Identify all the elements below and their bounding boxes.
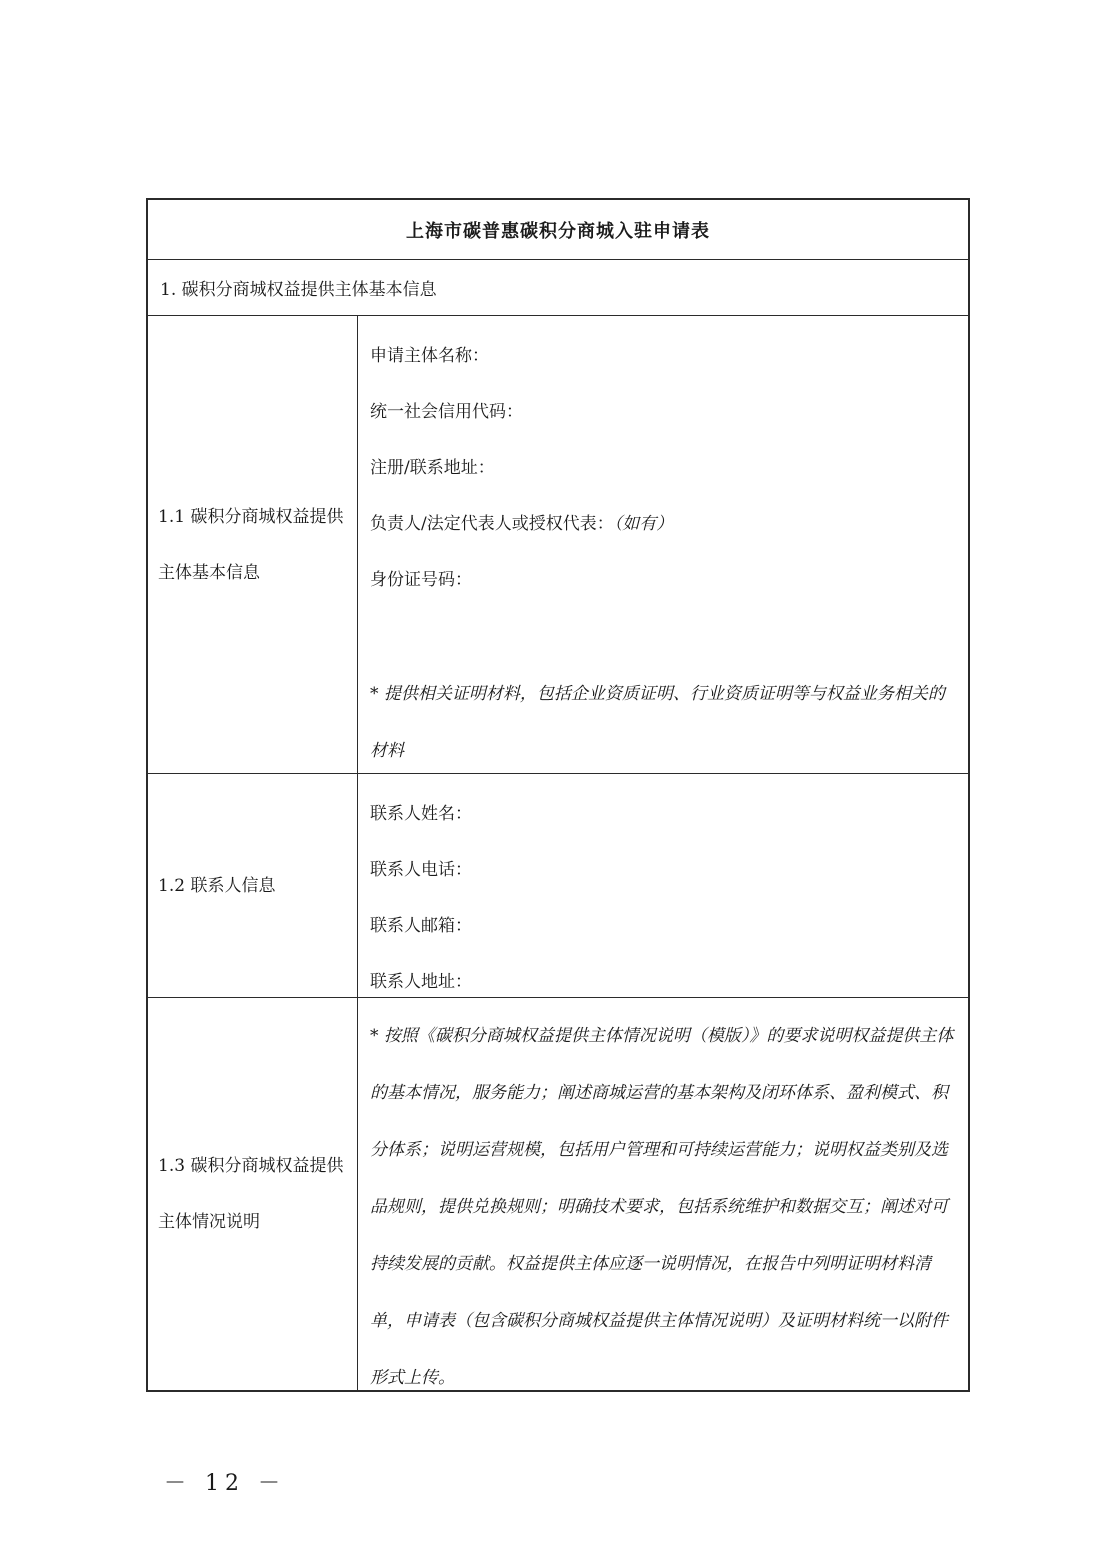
field-contact-phone: 联系人电话： bbox=[370, 860, 472, 880]
content-basic-info bbox=[358, 316, 968, 773]
label-contact-info: 1.2 联系人信息 bbox=[158, 875, 276, 896]
field-representative-suffix: （如有） bbox=[613, 514, 674, 534]
field-contact-email: 联系人邮箱： bbox=[370, 916, 472, 936]
field-credit-code: 统一社会信用代码： bbox=[370, 402, 523, 422]
content-situation-description bbox=[358, 998, 968, 1390]
row-basic-info bbox=[148, 316, 968, 774]
row-situation-description bbox=[148, 998, 968, 1390]
row-contact-info bbox=[148, 774, 968, 998]
note-situation-requirements: * 按照《碳积分商城权益提供主体情况说明（模版）》的要求说明权益提供主体的基本情况，服务能力；阐述商城运营的基本架构及闭环体系、盈利模式、积分体系；说明运营规模，包括用户管理和可持续运营能力；说明权益类别及选品规则，提供兑换规则；明确技术要求，包括系统维护和数据交互；阐述对可持续发展的贡献。权益提供主体应逐一说明情况，在报告中列明证明材料清单，申请表（包含碳积分商城权益提供主体情况说明）及证明材料统一以附件形式上传。 bbox=[370, 1026, 954, 1388]
field-representative-label: 负责人/法定代表人或授权代表： bbox=[370, 514, 614, 534]
field-contact-address: 联系人地址： bbox=[370, 972, 472, 992]
field-applicant-name: 申请主体名称： bbox=[370, 346, 489, 366]
section-heading-row bbox=[148, 260, 968, 316]
row-label-basic-info bbox=[148, 316, 358, 773]
field-contact-name: 联系人姓名： bbox=[370, 804, 472, 824]
label-situation-description: 1.3 碳积分商城权益提供主体情况说明 bbox=[158, 1156, 344, 1232]
field-representative bbox=[370, 496, 960, 552]
field-address: 注册/联系地址： bbox=[370, 458, 495, 478]
content-contact-info bbox=[358, 774, 968, 997]
row-label-situation-description bbox=[148, 998, 358, 1390]
application-form-table bbox=[146, 198, 970, 1392]
row-label-contact-info bbox=[148, 774, 358, 997]
field-id-number: 身份证号码： bbox=[370, 570, 472, 590]
section-heading: 1. 碳积分商城权益提供主体基本信息 bbox=[160, 280, 437, 300]
page-number: － 12 － bbox=[164, 1471, 286, 1496]
form-title-row bbox=[148, 200, 968, 260]
label-basic-info: 1.1 碳积分商城权益提供主体基本信息 bbox=[158, 506, 344, 583]
form-title: 上海市碳普惠碳积分商城入驻申请表 bbox=[406, 220, 710, 242]
note-supporting-materials: * 提供相关证明材料，包括企业资质证明、行业资质证明等与权益业务相关的材料 bbox=[370, 684, 945, 761]
